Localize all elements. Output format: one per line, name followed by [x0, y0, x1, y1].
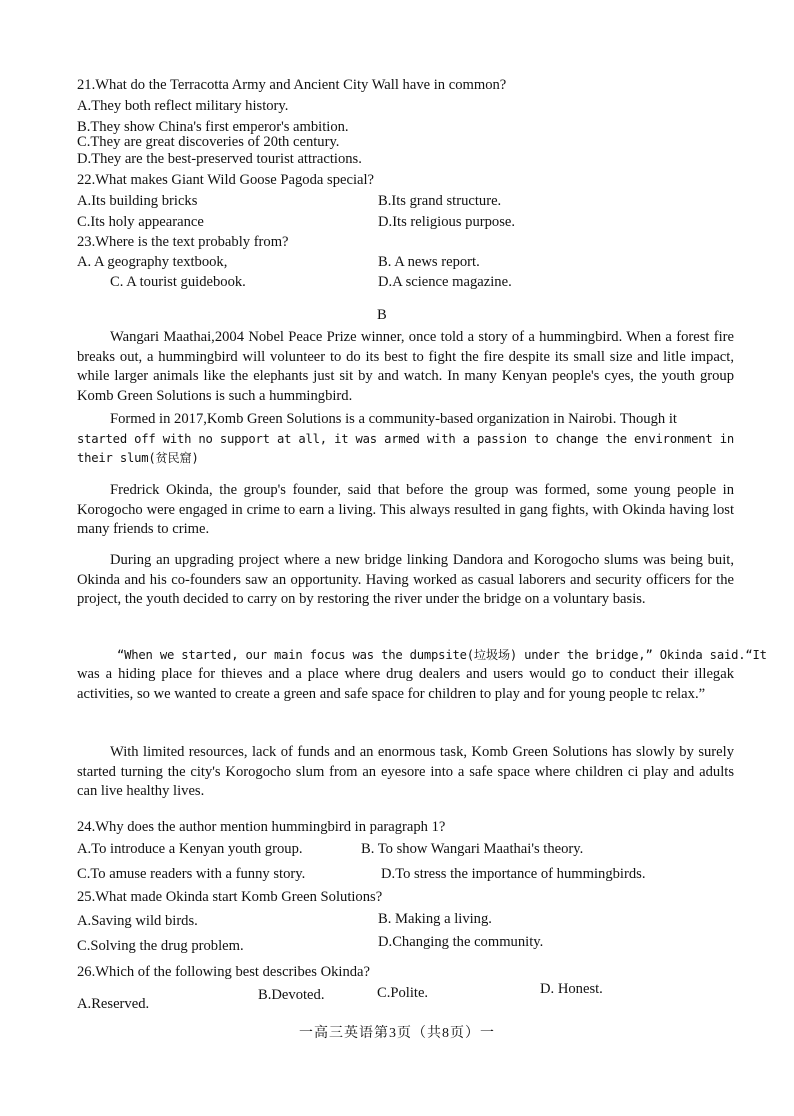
option-24b: B. To show Wangari Maathai's theory.: [361, 841, 584, 857]
option-26a: A.Reserved.: [77, 996, 150, 1012]
option-22c: C.Its holy appearance: [77, 214, 204, 230]
option-25b: B. Making a living.: [378, 911, 492, 927]
option-22d: D.Its religious purpose.: [378, 214, 516, 230]
option-24a: A.To introduce a Kenyan youth group.: [77, 841, 303, 857]
option-26c: C.Polite.: [377, 985, 429, 1001]
passage-heading: B: [377, 307, 387, 323]
paragraph-3: [77, 481, 734, 540]
option-23a: A. A geography textbook,: [77, 254, 228, 270]
option-25d: D.Changing the community.: [378, 934, 544, 950]
option-22b: B.Its grand structure.: [378, 193, 502, 209]
paragraph-5-rest: was a hiding place for thieves and a place where drug dealers and users would go to conduct their illegak activities, so we wanted to create a green and safe space for children to play and for young people tc relax.”: [77, 666, 734, 702]
paragraph-2-rest: started off with no support at all, it was armed with a passion to change the environment in their slum(贫民窟): [77, 431, 734, 465]
question-21: 21.What do the Terracotta Army and Ancient City Wall have in common?: [77, 77, 507, 93]
question-24: 24.Why does the author mention hummingbird in paragraph 1?: [77, 819, 446, 835]
option-25a: A.Saving wild birds.: [77, 913, 198, 929]
option-26d: D. Honest.: [540, 981, 603, 997]
option-22a: A.Its building bricks: [77, 193, 198, 209]
option-24c: C.To amuse readers with a funny story.: [77, 866, 306, 882]
option-21a: A.They both reflect military history.: [77, 98, 289, 114]
option-21b: B.They show China's first emperor's ambition.: [77, 119, 349, 135]
paragraph-5: [77, 646, 767, 704]
question-23: 23.Where is the text probably from?: [77, 234, 289, 250]
paragraph-5-lead: “When we started, our main focus was the dumpsite(垃圾场) under the bridge,” Okinda said.“It: [117, 648, 767, 662]
page-footer: 一高三英语第3页（共8页）一: [299, 1026, 495, 1041]
option-23b: B. A news report.: [378, 254, 480, 270]
option-24d: D.To stress the importance of hummingbirds.: [381, 866, 646, 882]
paragraph-4: [77, 551, 734, 610]
option-23d: D.A science magazine.: [378, 274, 512, 290]
paragraph-4-text: During an upgrading project where a new bridge linking Dandora and Korogocho slums was being buit, Okinda and his co-founders saw an opportunity. Having worked as casual laborers and security officers for the project, the youth decided to carry on by restoring the river under the bridge on a voluntary basis.: [77, 552, 734, 607]
option-21c: C.They are great discoveries of 20th century.: [77, 134, 340, 150]
paragraph-1-text: Wangari Maathai,2004 Nobel Peace Prize winner, once told a story of a hummingbird. When a forest fire breaks out, a hummingbird will volunteer to do its best to fight the fire despite its small size and litle impact, while larger animals like the elephants just sit by and watch. In many Kenyan people's cyes, the youth group Komb Green Solutions is such a hummingbird.: [77, 329, 734, 404]
paragraph-6-text: With limited resources, lack of funds and an enormous task, Komb Green Solutions has slowly by surely started turning the city's Korogocho slum from an eyesore into a safe space where children ci play and adults can live healthy lives.: [77, 744, 734, 799]
question-25: 25.What made Okinda start Komb Green Solutions?: [77, 889, 383, 905]
paragraph-2-lead: Formed in 2017,Komb Green Solutions is a community-based organization in Nairobi. Though it: [110, 411, 677, 427]
question-26: 26.Which of the following best describes Okinda?: [77, 964, 371, 980]
question-22: 22.What makes Giant Wild Goose Pagoda special?: [77, 172, 375, 188]
option-26b: B.Devoted.: [258, 987, 325, 1003]
option-25c: C.Solving the drug problem.: [77, 938, 244, 954]
paragraph-1: [77, 328, 734, 406]
paragraph-3-text: Fredrick Okinda, the group's founder, said that before the group was formed, some young people in Korogocho were engaged in crime to earn a living. This always resulted in gang fights, with Okinda having lost many friends to crime.: [77, 482, 734, 537]
paragraph-6: [77, 743, 734, 802]
paragraph-2: [77, 410, 734, 468]
option-21d: D.They are the best-preserved tourist attractions.: [77, 151, 362, 167]
option-23c: C. A tourist guidebook.: [110, 274, 246, 290]
